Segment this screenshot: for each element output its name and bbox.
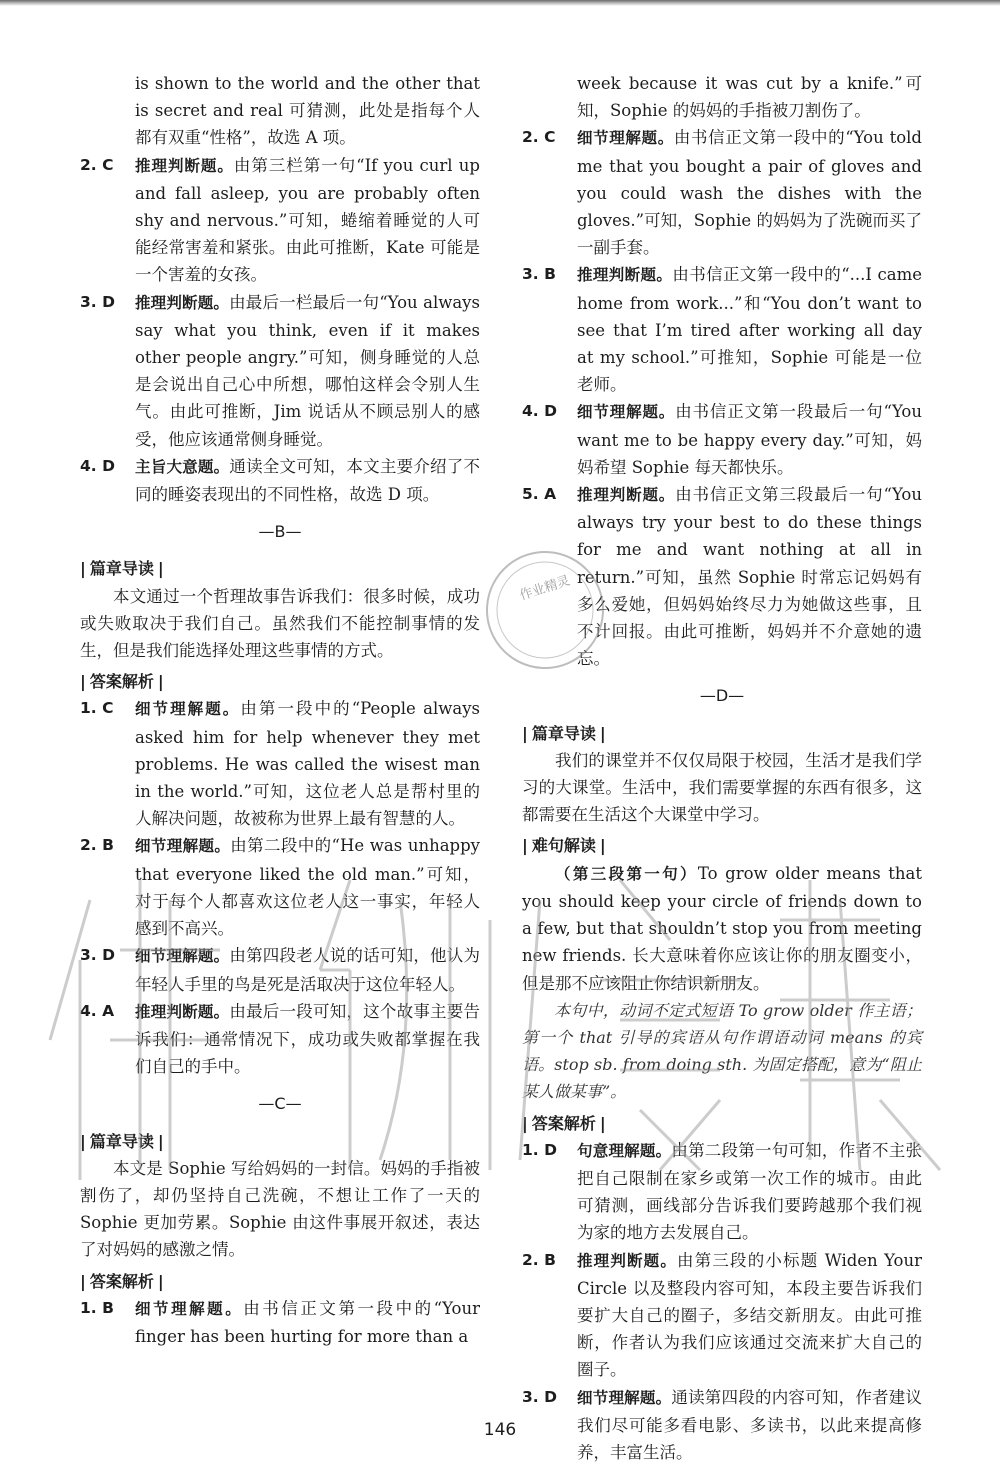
answer-number: 3. D [80, 946, 115, 965]
section-heading: | 难句解读 | [522, 832, 922, 859]
answer-text: 通读第四段的内容可知，作者建议我们尽可能多看电影、多读书，以此来提高修养，丰富生活。 [577, 1387, 922, 1462]
answer-number: 4. D [80, 456, 115, 475]
answer-item [522, 261, 922, 398]
page-number: 146 [483, 1420, 517, 1440]
answer-text: 由最后一段可知，这个故事主要告诉我们：通常情况下，成功或失败都掌握在我们自己的手中。 [135, 1001, 480, 1077]
question-type: 推理判断题。 [135, 156, 234, 175]
question-type: 主旨大意题。 [135, 457, 230, 476]
answer-number: 5. A [522, 485, 557, 504]
section-heading: | 篇章导读 | [80, 1128, 480, 1155]
watermark-logo-icon [20, 840, 980, 1220]
answer-text: 由最后一栏最后一句“You always say what you think, even if it makes other people angry.”可知，侧身睡觉的人总是会说出自己心中所想，哪怕这样会令别人生气。由此可推断，Jim 说话从不顾忌别人的感受，他应该通常侧身睡觉。 [135, 292, 480, 449]
question-type: 细节理解题。 [577, 129, 674, 148]
scan-top-edge [0, 0, 1000, 6]
answer-item [80, 1295, 480, 1350]
question-type: 推理判断题。 [577, 1251, 678, 1270]
answer-item [80, 289, 480, 453]
answer-number: 3. B [522, 265, 556, 284]
answer-number: 2. C [80, 155, 114, 174]
seal-text: 作业精灵 [517, 573, 573, 604]
question-type: 细节理解题。 [577, 1388, 672, 1407]
question-type: 细节理解题。 [135, 837, 231, 856]
answer-number: 1. D [522, 1140, 557, 1159]
right-column [522, 70, 922, 1466]
question-type: 细节理解题。 [135, 700, 241, 719]
section-marker-b: —B— [258, 522, 302, 542]
guide-paragraph: 我们的课堂并不仅仅局限于校园，生活才是我们学习的大课堂。生活中，我们需要掌握的东西有很多，这都需要在生活这个大课堂中学习。 [522, 750, 922, 825]
answer-number: 4. A [80, 1001, 115, 1020]
question-type: 推理判断题。 [577, 486, 676, 505]
question-type: 推理判断题。 [577, 266, 673, 285]
answer-number: 2. B [522, 1250, 556, 1269]
answer-text: 由第四段老人说的话可知，他认为年轻人手里的鸟是死是活取决于这位年轻人。 [135, 946, 480, 994]
hard-sentence-text: To grow older means that you should keep your circle of friends down to a few, but that shouldn’t stop you from meeting new friends. 长大意味着你应该让你的朋友圈变小，但是那不应该阻止你结识新朋友。 [522, 863, 922, 993]
answer-text: 由第二段中的“He was unhappy that everyone liked the old man.”可知，对于每个人都喜欢这位老人这一事实，年轻人感到不高兴。 [135, 836, 480, 939]
answer-item [522, 1247, 922, 1384]
guide-paragraph: 本文通过一个哲理故事告诉我们：很多时候，成功或失败取决于我们自己。虽然我们不能控制事情的发生，但是我们能选择处理这些事情的方式。 [80, 586, 480, 661]
answer-text: 由书信正文第一段最后一句“You want me to be happy every day.”可知，妈妈希望 Sophie 每天都快乐。 [577, 402, 922, 477]
question-type: 句意理解题。 [577, 1141, 672, 1160]
section-heading: | 答案解析 | [80, 668, 480, 695]
question-type: 细节理解题。 [135, 1299, 244, 1318]
answer-number: 3. D [522, 1387, 557, 1406]
handwritten-note: 本句中，动词不定式短语 To grow older 作主语；第一个 that 引导的宾语从句作谓语动词 means 的宾语。stop sb. from doing sth. 为固定搭配，意为“阻止某人做某事”。 [522, 1000, 922, 1102]
guide-paragraph: 本文是 Sophie 写给妈妈的一封信。妈妈的手指被割伤了，却仍坚持自己洗碗，不想让工作了一天的 Sophie 更加劳累。Sophie 由这件事展开叙述，表达了对妈妈的感激之情。 [80, 1158, 480, 1260]
answer-item [80, 152, 480, 289]
answer-text: 通读全文可知，本文主要介绍了不同的睡姿表现出的不同性格，故选 D 项。 [135, 456, 480, 505]
question-type: 推理判断题。 [135, 293, 230, 312]
answer-continuation: week because it was cut by a knife.”可知，Sophie 的妈妈的手指被刀割伤了。 [577, 74, 922, 121]
answer-number: 2. B [80, 836, 114, 855]
answer-number: 3. D [80, 292, 115, 311]
question-type: 细节理解题。 [577, 403, 676, 422]
section-heading: | 答案解析 | [80, 1268, 480, 1295]
answer-text: 由第一段中的“People always asked him for help whenever they met problems. He was called the wisest man in the world.”可知，这位老人总是帮村里的人解决问题，故被称为世界上最有智慧的人。 [135, 699, 480, 829]
question-type: 细节理解题。 [135, 947, 230, 966]
answer-text: 由第三栏第一句“If you curl up and fall asleep, you are probably often shy and nervous.”可知，蜷缩着睡觉的人可能经常害羞和紧张。由此可推断，Kate 可能是一个害羞的女孩。 [135, 155, 480, 285]
answer-text: 由书信正文第一段中的“You told me that you bought a pair of gloves and you could wash the dishes with the gloves.”可知，Sophie 的妈妈为了洗碗而买了一副手套。 [577, 128, 922, 258]
question-type: 推理判断题。 [135, 1002, 230, 1021]
answer-text: 由第二段第一句可知，作者不主张把自己限制在家乡或第一次工作的城市。由此可猜测，画线部分告诉我们要跨越那个我们视为家的地方去发展自己。 [577, 1140, 922, 1243]
answer-number: 2. C [522, 128, 556, 147]
answer-item [80, 453, 480, 508]
answer-number: 1. B [80, 1298, 114, 1317]
section-heading: | 答案解析 | [522, 1110, 922, 1137]
section-heading: | 篇章导读 | [80, 555, 480, 582]
answer-item [522, 398, 922, 481]
answer-number: 4. D [522, 402, 557, 421]
answer-item [80, 695, 480, 832]
section-marker-c: —C— [258, 1094, 302, 1114]
answer-text: 由书信正文第一段中的“...I came home from work...”和“You don’t want to see that I’m tired after working all day at my school.”可推知，Sophie 可能是一位老师。 [577, 265, 922, 395]
answer-continuation: is shown to the world and the other that is secret and real 可猜测，此处是指每个人都有双重“性格”，故选 A 项。 [135, 74, 480, 148]
answer-item [522, 124, 922, 261]
answer-text: 由书信正文第一段中的“Your finger has been hurting for more than a [135, 1298, 480, 1346]
section-marker-d: —D— [699, 686, 745, 706]
answer-text: 由第三段的小标题 Widen Your Circle 以及整段内容可知，本段主要告诉我们要扩大自己的圈子，多结交新朋友。由此可推断，作者认为我们应该通过交流来扩大自己的圈子。 [577, 1250, 922, 1380]
section-heading: | 篇章导读 | [522, 720, 922, 747]
hard-sentence-label: （第三段第一句） [555, 864, 698, 883]
answer-number: 1. C [80, 699, 114, 718]
answer-text: 由书信正文第三段最后一句“You always try your best to do these things for me and want nothing at all in return.”可知，虽然 Sophie 时常忘记妈妈有多么爱她，但妈妈始终尽力为她做这些事，且不计回报。由此可推断，妈妈并不介意她的遗忘。 [577, 485, 922, 669]
